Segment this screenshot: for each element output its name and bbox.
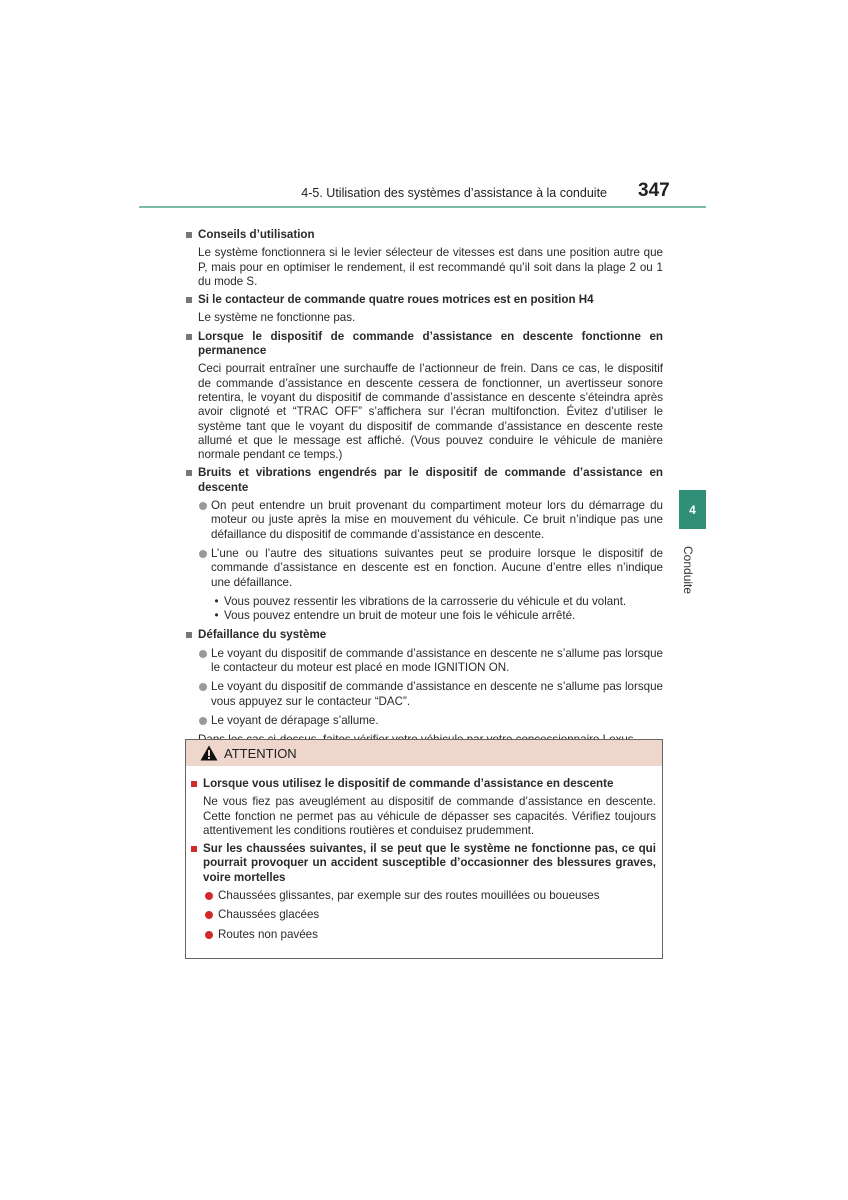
small-dot-icon: •	[214, 594, 219, 608]
section-noise-vibration	[185, 466, 663, 623]
attention-title: ATTENTION	[224, 745, 297, 761]
list-item: Routes non pavées	[204, 928, 656, 942]
chapter-tab: 4	[679, 490, 706, 529]
section-paragraph: Le système ne fonctionne pas.	[198, 311, 356, 325]
header-rule	[139, 206, 706, 208]
square-bullet-icon	[186, 470, 192, 476]
sub-list	[211, 595, 663, 624]
attention-header	[186, 740, 662, 766]
attention-paragraph: Ne vous fiez pas aveuglément au dispositif de commande d’assistance en descente. Cette fonction ne permet pas au véhicule de dépasser ses capacités. Vérifiez toujours attentivement les conditions routières et conduisez prudemment.	[203, 795, 656, 837]
page-number: 347	[638, 180, 670, 201]
circle-bullet-icon	[199, 502, 207, 510]
list-item: Le voyant de dérapage s’allume.	[198, 714, 663, 728]
section-heading: Conseils d’utilisation	[198, 228, 315, 241]
section-heading: Lorsque le dispositif de commande d’assistance en descente fonctionne en permanence	[198, 329, 663, 358]
list-item: Le voyant du dispositif de commande d’assistance en descente ne s’allume pas lorsque vous appuyez sur le contacteur “DAC”.	[198, 680, 663, 709]
header-title: 4-5. Utilisation des systèmes d’assistance à la conduite	[301, 186, 607, 200]
red-square-bullet-icon	[191, 846, 197, 852]
chapter-label: Conduite	[681, 546, 695, 595]
attention-box	[185, 739, 663, 959]
section-h4-position	[185, 293, 663, 326]
list-item: Chaussées glissantes, par exemple sur des routes mouillées ou boueuses	[204, 889, 656, 903]
section-system-failure	[185, 628, 663, 747]
attention-body	[186, 766, 662, 942]
attention-heading: Sur les chaussées suivantes, il se peut que le système ne fonctionne pas, ce qui pourrait provoquer un accident susceptible d’occasionner des blessures graves, voire mortelles	[203, 842, 656, 884]
circle-bullet-icon	[199, 650, 207, 658]
section-heading: Si le contacteur de commande quatre roues motrices est en position H4	[198, 293, 594, 307]
square-bullet-icon	[186, 632, 192, 638]
square-bullet-icon	[186, 297, 192, 303]
list-item: Le voyant du dispositif de commande d’assistance en descente ne s’allume pas lorsque le contacteur du moteur est placé en mode IGNITION ON.	[198, 647, 663, 676]
square-bullet-icon	[186, 334, 192, 340]
red-circle-bullet-icon	[205, 892, 213, 900]
section-heading: Bruits et vibrations engendrés par le dispositif de commande d’assistance en descente	[198, 466, 663, 494]
section-paragraph: Le système fonctionnera si le levier sélecteur de vitesses est dans une position autre que P, mais pour en optimiser le rendement, il est recommandé qu’il soit dans la plage 2 ou 1 du mode S.	[198, 246, 663, 288]
attention-heading: Lorsque vous utilisez le dispositif de commande d’assistance en descente	[203, 777, 614, 790]
square-bullet-icon	[186, 232, 192, 238]
circle-bullet-icon	[199, 550, 207, 558]
section-usage-tips	[185, 228, 663, 289]
sub-list-item: • Vous pouvez ressentir les vibrations de la carrosserie du véhicule et du volant.	[211, 595, 663, 609]
red-square-bullet-icon	[191, 781, 197, 787]
list-item: On peut entendre un bruit provenant du compartiment moteur lors du démarrage du moteur ou juste après la mise en mouvement du véhicule. Ce bruit n’indique pas une défaillance du dispositif de commande d’assistance en descente.	[198, 499, 663, 542]
circle-bullet-icon	[199, 683, 207, 691]
red-circle-bullet-icon	[205, 931, 213, 939]
section-heading: Défaillance du système	[198, 628, 327, 642]
section-paragraph: Ceci pourrait entraîner une surchauffe de l’actionneur de frein. Dans ce cas, le dispositif de commande d’assistance en descente cessera de fonctionner, un avertisseur sonore retentira, le voyant du dispositif de commande d’assistance en descente s’éteindra après avoir clignoté et “TRAC OFF” s’affichera sur l’écran multifonction. Évitez d’utiliser le système tant que le voyant du dispositif de commande d’assistance en descente reste allumé et que le message est affiché. (Vous pouvez conduire le véhicule de manière normale pendant ce temps.)	[198, 362, 663, 462]
main-content	[185, 228, 663, 751]
circle-bullet-icon	[199, 717, 207, 725]
list-item: Chaussées glacées	[204, 908, 656, 922]
section-permanent-operation	[185, 330, 663, 463]
list-item: L’une ou l’autre des situations suivantes peut se produire lorsque le dispositif de commande d’assistance en descente est en fonction. Aucune d’entre elles n’indique une défaillance.	[198, 547, 663, 590]
warning-triangle-icon	[200, 745, 218, 761]
sub-list-item: • Vous pouvez entendre un bruit de moteur une fois le véhicule arrêté.	[211, 609, 663, 623]
small-dot-icon: •	[214, 609, 219, 623]
red-circle-bullet-icon	[205, 911, 213, 919]
